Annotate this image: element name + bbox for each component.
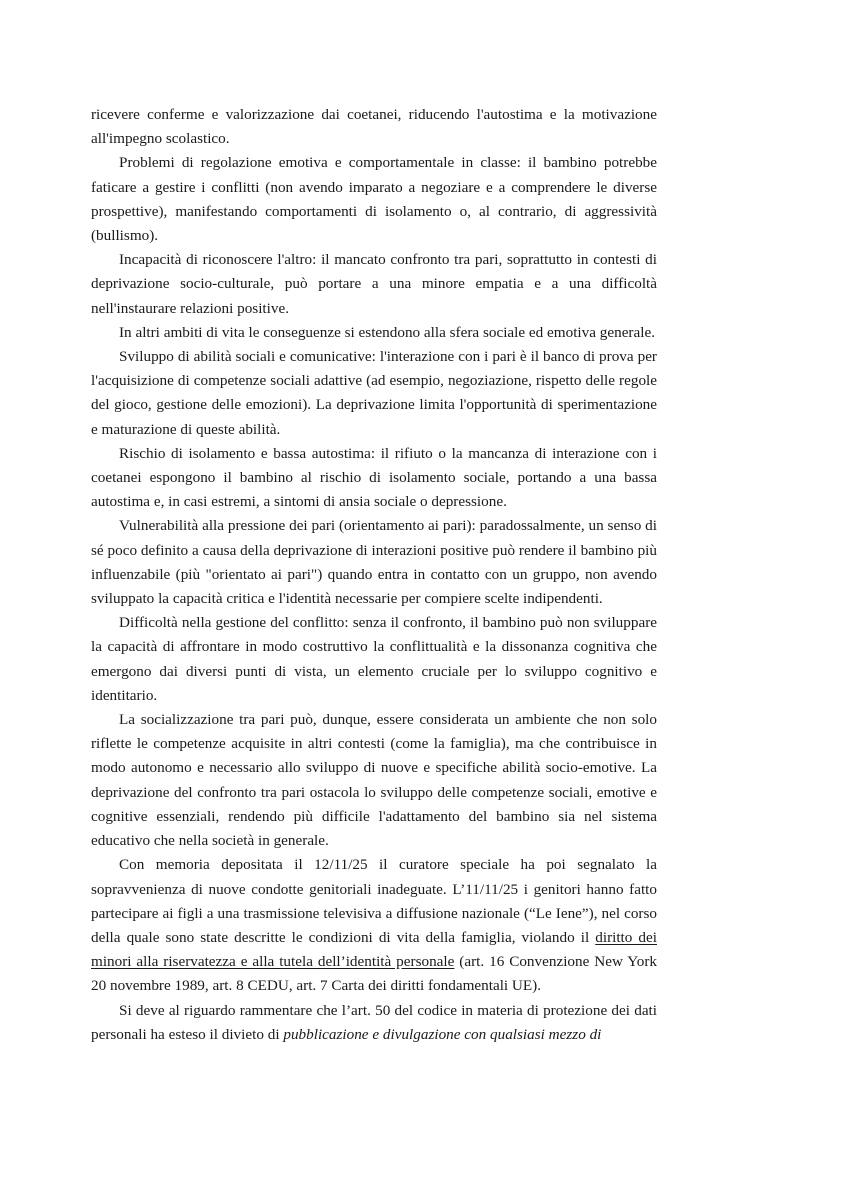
document-page: [91, 103, 657, 1047]
paragraph-10-text-start: Con memoria depositata il 12/11/25 il curatore speciale ha poi segnalato la sopravvenienza di nuove condotte genitoriali inadeguate. L’11/11/25 i genitori hanno fatto partecipare ai figli a una trasmissione televisiva a diffusione nazionale (“Le Iene”), nel corso della quale sono state descritte le condizioni di vita della famiglia, violando il: [91, 856, 657, 946]
paragraph-6: Rischio di isolamento e bassa autostima: il rifiuto o la mancanza di interazione con i coetanei espongono il bambino al rischio di isolamento sociale, portando a una bassa autostima e, in casi estremi, a sintomi di ansia sociale o depressione.: [91, 444, 657, 511]
paragraph-3: Incapacità di riconoscere l'altro: il mancato confronto tra pari, soprattutto in contesti di deprivazione socio-culturale, può portare a una minore empatia e a una difficoltà nell'instaurare relazioni positive.: [91, 251, 657, 317]
paragraph-4: In altri ambiti di vita le conseguenze si estendono alla sfera sociale ed emotiva generale.: [119, 323, 655, 341]
paragraph-8: Difficoltà nella gestione del conflitto: senza il confronto, il bambino può non sviluppare la capacità di affrontare in modo costruttivo la conflittualità e la dissonanza cognitiva che emergono dai diversi punti di vista, un elemento cruciale per lo sviluppo cognitivo e identitario.: [91, 614, 657, 704]
paragraph-10: [91, 853, 657, 998]
paragraph-9: La socializzazione tra pari può, dunque, essere considerata un ambiente che non solo riflette le competenze acquisite in altri contesti (come la famiglia), ma che contribuisce in modo autonomo e necessario allo sviluppo di nuove e specifiche abilità socio-emotive. La deprivazione del confronto tra pari ostacola lo sviluppo delle competenze sociali, emotive e cognitive essenziali, rendendo più difficile l'adattamento del bambino sia nel sistema educativo che nella società in generale.: [91, 711, 657, 850]
paragraph-10-text-end: (art. 16 Convenzione New York 20 novembre 1989, art. 8 CEDU, art. 7 Carta dei diritti fondamentali UE).: [91, 953, 658, 995]
underlined-rights-phrase: diritto dei minori alla riservatezza e alla tutela dell’identità personale: [91, 928, 657, 971]
paragraph-1: ricevere conferme e valorizzazione dai coetanei, riducendo l'autostima e la motivazione all'impegno scolastico.: [91, 106, 657, 148]
paragraph-11-text-start: Si deve al riguardo rammentare che l’art. 50 del codice in materia di protezione dei dati personali ha esteso il divieto di: [91, 1001, 657, 1043]
paragraph-5: Sviluppo di abilità sociali e comunicative: l'interazione con i pari è il banco di prova per l'acquisizione di competenze sociali adattive (ad esempio, negoziazione, rispetto delle regole del gioco, gestione delle emozioni). La deprivazione limita l'opportunità di sperimentazione e maturazione di queste abilità.: [91, 348, 657, 438]
paragraph-11: [91, 999, 657, 1047]
italic-quoted-phrase: pubblicazione e divulgazione con qualsiasi mezzo di: [283, 1025, 602, 1043]
paragraph-7: Vulnerabilità alla pressione dei pari (orientamento ai pari): paradossalmente, un senso di sé poco definito a causa della deprivazione di interazioni positive può rendere il bambino più influenzabile (più "orientato ai pari") quando entra in contatto con un gruppo, non avendo sviluppato la capacità critica e l'identità necessarie per compiere scelte indipendenti.: [91, 517, 657, 608]
paragraph-2: Problemi di regolazione emotiva e comportamentale in classe: il bambino potrebbe faticare a gestire i conflitti (non avendo imparato a negoziare e a comprendere le diverse prospettive), manifestando comportamenti di isolamento o, al contrario, di aggressività (bullismo).: [91, 154, 657, 245]
